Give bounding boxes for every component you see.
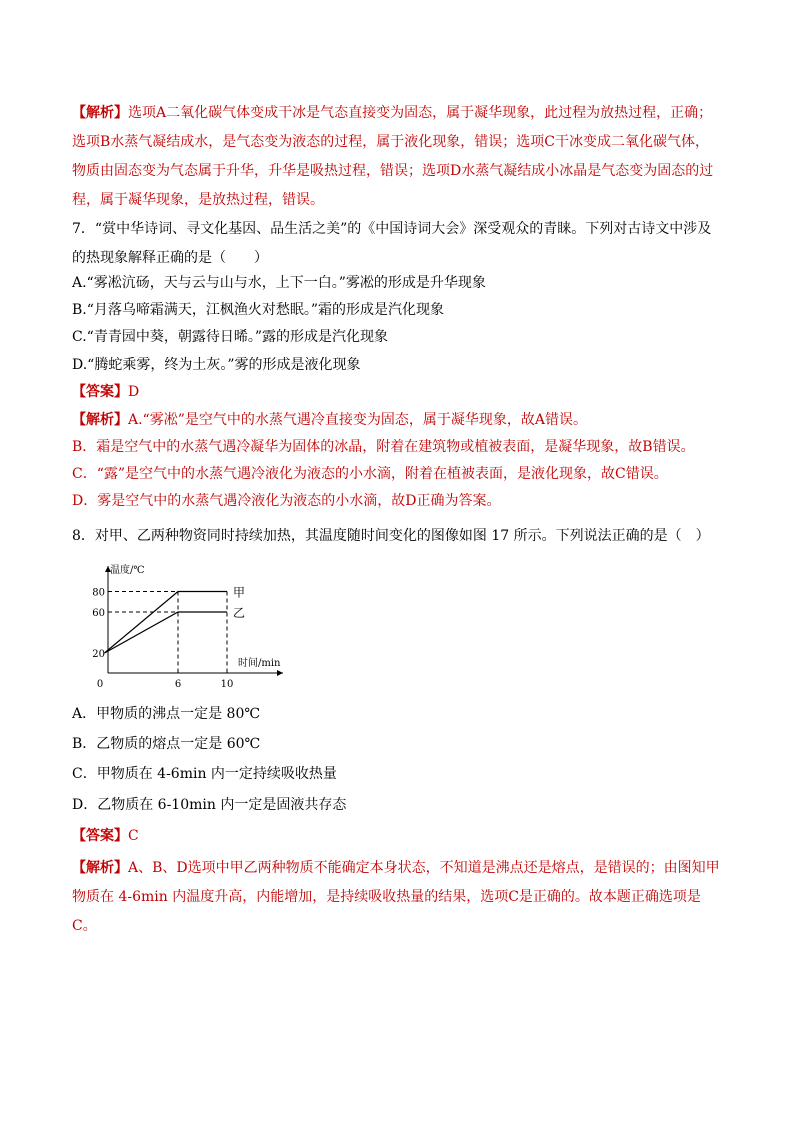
y-tick-label: 20 bbox=[92, 649, 105, 660]
q8-option-a: A．甲物质的沸点一定是 80℃ bbox=[72, 706, 261, 722]
y-axis-label: 温度/℃ bbox=[110, 565, 145, 576]
q7-analysis-line-a: A.“雾凇”是空气中的水蒸气遇冷直接变为固态，属于凝华现象，故A错误。 bbox=[128, 412, 587, 428]
series-line-yi bbox=[105, 612, 228, 653]
series-label-jia: 甲 bbox=[233, 585, 246, 600]
q7-answer bbox=[72, 382, 139, 402]
x-axis-label: 时间/min bbox=[238, 658, 281, 669]
q7-option-c: C.“青青园中葵，朝露待日晞。”露的形成是汽化现象 bbox=[72, 329, 388, 345]
q7-analysis-a bbox=[72, 410, 587, 430]
analysis-tag: 【解析】 bbox=[72, 860, 128, 876]
answer-tag: 【答案】 bbox=[72, 384, 128, 400]
chart-layer bbox=[92, 563, 283, 690]
analysis-tag: 【解析】 bbox=[72, 412, 128, 428]
q7-analysis-b: B．霜是空气中的水蒸气遇冷凝华为固体的冰晶，附着在建筑物或植被表面，是凝华现象，故B错误。 bbox=[72, 439, 695, 455]
x-axis-arrow bbox=[277, 670, 283, 676]
answer-tag: 【答案】 bbox=[72, 828, 128, 844]
q8-option-c: C．甲物质在 4-6min 内一定持续吸收热量 bbox=[72, 766, 337, 782]
q8-option-d: D．乙物质在 6-10min 内一定是固液共存态 bbox=[72, 797, 347, 813]
y-tick-label: 60 bbox=[92, 608, 105, 619]
q7-option-b: B.“月落乌啼霜满天，江枫渔火对愁眠。”霜的形成是汽化现象 bbox=[72, 302, 445, 318]
q8-answer-value: C bbox=[128, 828, 139, 844]
q8-analysis-text: A、B、D选项中甲乙两种物质不能确定本身状态，不知道是沸点还是熔点，是错误的；由图知甲物质在 4-6min 内温度升高，内能增加，是持续吸收热量的结果，选项C是正确的。故本题正确选项是C。 bbox=[72, 860, 720, 934]
q7-analysis-d: D．雾是空气中的水蒸气遇冷液化为液态的小水滴，故D正确为答案。 bbox=[72, 493, 501, 509]
origin-label: 0 bbox=[96, 679, 104, 690]
q8-option-b: B．乙物质的熔点一定是 60℃ bbox=[72, 736, 261, 752]
q7-option-a: A.“雾凇沆砀，天与云与山与水，上下一白。”雾凇的形成是升华现象 bbox=[72, 275, 486, 291]
x-tick-label: 6 bbox=[174, 679, 182, 690]
q7-option-d: D.“腾蛇乘雾，终为土灰。”雾的形成是液化现象 bbox=[72, 357, 361, 373]
q7-stem: 7．“赏中华诗词、寻文化基因、品生活之美”的《中国诗词大会》深受观众的青睐。下列对古诗文中涉及的热现象解释正确的是（ ） bbox=[72, 221, 712, 266]
q7-answer-value: D bbox=[128, 384, 140, 400]
x-tick-label: 10 bbox=[220, 679, 234, 690]
y-tick-label: 80 bbox=[92, 587, 105, 599]
temperature-time-chart bbox=[88, 560, 298, 692]
q8-answer bbox=[72, 826, 139, 846]
q6-analysis bbox=[72, 99, 722, 215]
q6-analysis-text: 选项A二氧化碳气体变成干冰是气态直接变为固态，属于凝华现象，此过程为放热过程，正确；选项B水蒸气凝结成水，是气态变为液态的过程，属于液化现象，错误；选项C干冰变成二氧化碳气体，物质由固态变为气态属于升华，升华是吸热过程，错误；选项D水蒸气凝结成小冰晶是气态变为固态的过程，属于凝华现象，是放热过程，错误。 bbox=[72, 105, 714, 208]
q8-stem: 8．对甲、乙两种物资同时持续加热，其温度随时间变化的图像如图 17 所示。下列说法正确的是（ ） bbox=[72, 528, 710, 544]
q8-analysis bbox=[72, 854, 722, 941]
q7-analysis-c: C．“露”是空气中的水蒸气遇冷液化为液态的小水滴，附着在植被表面，是液化现象，故C错误。 bbox=[72, 466, 668, 482]
analysis-tag: 【解析】 bbox=[72, 105, 128, 121]
series-label-yi: 乙 bbox=[233, 606, 246, 620]
series-line-jia bbox=[105, 592, 228, 654]
